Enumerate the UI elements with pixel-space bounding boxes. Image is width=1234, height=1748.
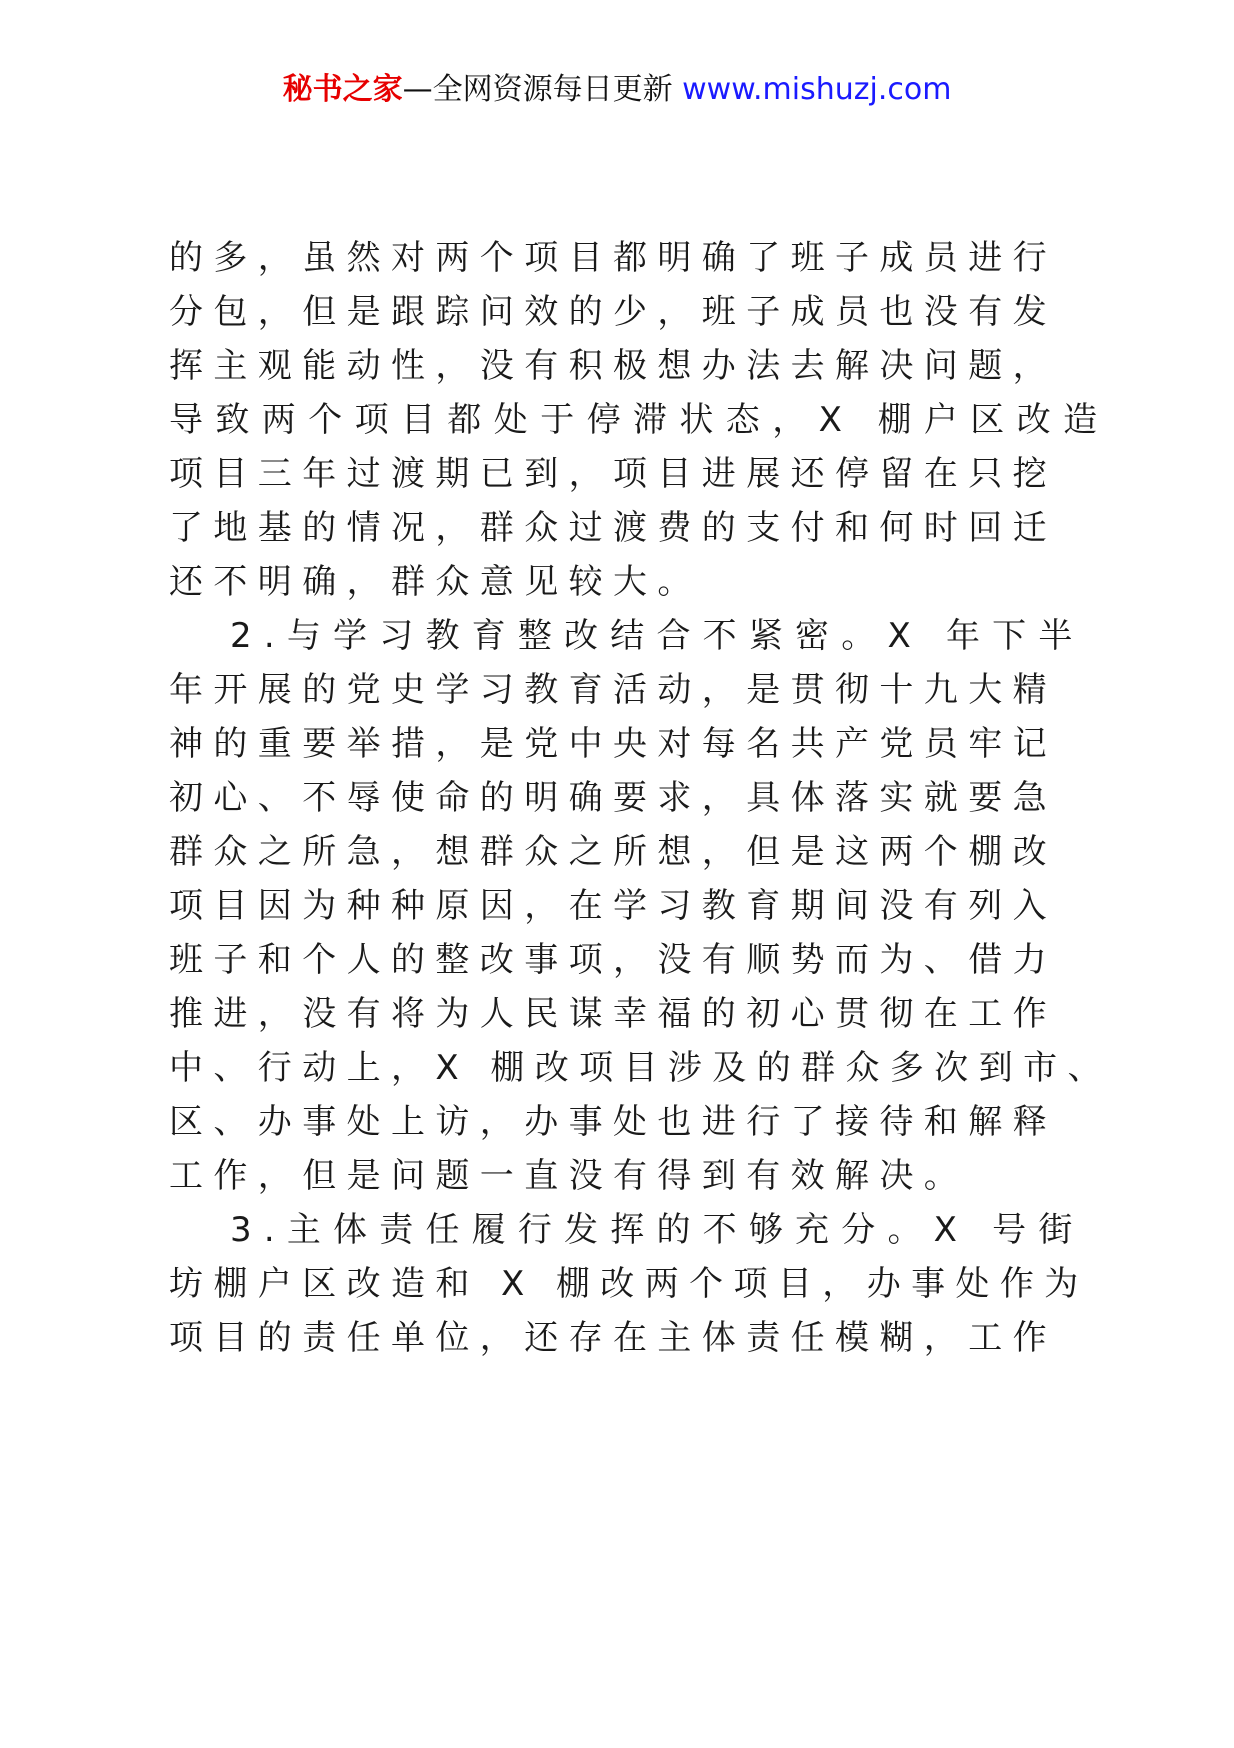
paragraph-line: 的多，虽然对两个项目都明确了班子成员进行 <box>169 238 1057 278</box>
paragraph-line: 工作，但是问题一直没有得到有效解决。 <box>169 1156 969 1196</box>
paragraph-line: 导致两个项目都处于停滞状态，X 棚户区改造 <box>169 400 1110 440</box>
paragraph-line: 群众之所急，想群众之所想，但是这两个棚改 <box>169 832 1057 872</box>
site-header <box>0 70 1234 110</box>
paragraph-line: 区、办事处上访，办事处也进行了接待和解释 <box>169 1102 1057 1142</box>
brand-name: 秘书之家 <box>282 72 403 107</box>
paragraph-line: 2.与学习教育整改结合不紧密。X 年下半 <box>230 616 1085 656</box>
paragraph-line: 年开展的党史学习教育活动，是贯彻十九大精 <box>169 670 1057 710</box>
paragraph-line: 项目因为种种原因，在学习教育期间没有列入 <box>169 886 1057 926</box>
paragraph-line: 项目的责任单位，还存在主体责任模糊，工作 <box>169 1318 1057 1358</box>
paragraph-line: 分包，但是跟踪问效的少，班子成员也没有发 <box>169 292 1057 332</box>
paragraph-line: 班子和个人的整改事项，没有顺势而为、借力 <box>169 940 1057 980</box>
paragraph-line: 了地基的情况，群众过渡费的支付和何时回迁 <box>169 508 1057 548</box>
paragraph-line: 坊棚户区改造和 X 棚改两个项目，办事处作为 <box>169 1264 1089 1304</box>
site-url-link[interactable]: www.mishuzj.com <box>682 72 952 107</box>
paragraph-line: 中、行动上，X 棚改项目涉及的群众多次到市、 <box>169 1048 1112 1088</box>
header-tagline: —全网资源每日更新 <box>402 72 673 107</box>
paragraph-line: 项目三年过渡期已到，项目进展还停留在只挖 <box>169 454 1057 494</box>
paragraph-line: 还不明确，群众意见较大。 <box>169 562 702 602</box>
paragraph-line: 3.主体责任履行发挥的不够充分。X 号街 <box>230 1210 1085 1250</box>
paragraph-line: 挥主观能动性，没有积极想办法去解决问题， <box>169 346 1057 386</box>
paragraph-line: 推进，没有将为人民谋幸福的初心贯彻在工作 <box>169 994 1057 1034</box>
paragraph-line: 初心、不辱使命的明确要求，具体落实就要急 <box>169 778 1057 818</box>
paragraph-line: 神的重要举措，是党中央对每名共产党员牢记 <box>169 724 1057 764</box>
